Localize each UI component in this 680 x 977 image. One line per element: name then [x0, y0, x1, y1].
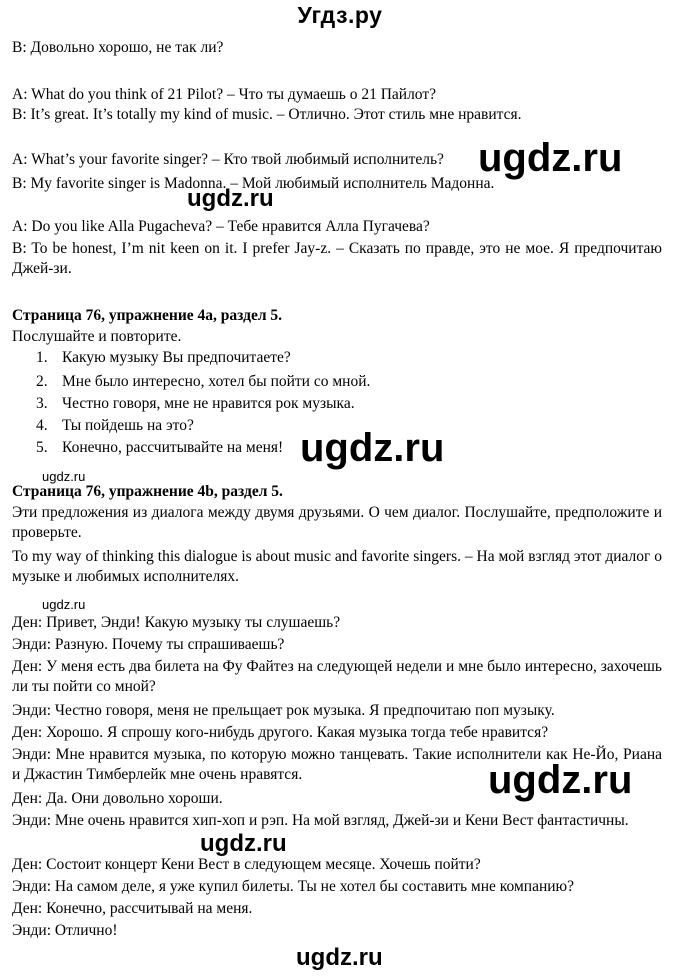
list-item-number: 5.	[36, 439, 48, 456]
section-instruction-4a: Послушайте и повторите.	[12, 328, 182, 345]
dialogue-line: Ден: Привет, Энди! Какую музыку ты слушаешь?	[12, 614, 341, 631]
section-heading-4b: Страница 76, упражнение 4b, раздел 5.	[12, 483, 283, 500]
list-item-number: 2.	[36, 373, 48, 390]
list-item-number: 4.	[36, 417, 48, 434]
dialogue-line: В: Довольно хорошо, не так ли?	[12, 39, 224, 56]
watermark: ugdz.ru	[200, 830, 287, 857]
list-item	[36, 394, 355, 414]
dialogue-line: Ден: Конечно, рассчитывай на меня.	[12, 900, 253, 917]
watermark: ugdz.ru	[187, 185, 274, 212]
dialogue-line: A: What’s your favorite singer? – Кто твой любимый исполнитель?	[12, 151, 444, 168]
dialogue-line: Энди: Мне нравится музыка, по которую можно танцевать. Такие исполнители как Не-Йо, Риана и Джастин Тимберлейк мне очень нравятся.	[12, 746, 662, 783]
list-item-text: Мне было интересно, хотел бы пойти со мной.	[62, 373, 371, 390]
dialogue-line: B: My favorite singer is Madonna. – Мой любимый исполнитель Мадонна.	[12, 175, 495, 192]
list-item	[36, 438, 283, 458]
watermark: ugdz.ru	[296, 944, 383, 971]
section-answer-4b: To my way of thinking this dialogue is about music and favorite singers. – На мой взгляд этот диалог о музыке и любимых исполнителях.	[12, 548, 662, 585]
watermark: ugdz.ru	[488, 758, 633, 802]
dialogue-line: Ден: У меня есть два билета на Фу Файтез на следующей недели и мне было интересно, захочешь ли ты пойти со мной?	[12, 658, 662, 695]
dialogue-line: A: What do you think of 21 Pilot? – Что ты думаешь о 21 Пайлот?	[12, 86, 437, 103]
section-instruction-4b: Эти предложения из диалога между двумя друзьями. О чем диалог. Послушайте, предположите и проверьте.	[12, 504, 662, 541]
watermark: ugdz.ru	[478, 136, 623, 180]
dialogue-line: Ден: Состоит концерт Кени Вест в следующем месяце. Хочешь пойти?	[12, 856, 481, 873]
dialogue-line: Энди: Честно говоря, меня не прельщает рок музыка. Я предпочитаю поп музыку.	[12, 702, 555, 719]
section-heading-4a: Страница 76, упражнение 4a, раздел 5.	[12, 307, 283, 324]
dialogue-line: Энди: Мне очень нравится хип-хоп и рэп. На мой взгляд, Джей-зи и Кени Вест фантастичны.	[12, 812, 629, 829]
dialogue-line: A: Do you like Alla Pugacheva? – Тебе нравится Алла Пугачева?	[12, 218, 430, 235]
list-item-text: Честно говоря, мне не нравится рок музыка.	[62, 395, 355, 412]
list-item-number: 1.	[36, 349, 48, 366]
dialogue-line: B: It’s great. It’s totally my kind of music. – Отлично. Этот стиль мне нравится.	[12, 106, 522, 123]
dialogue-line: Ден: Хорошо. Я спрошу кого-нибудь другого. Какая музыка тогда тебе нравится?	[12, 724, 549, 741]
list-item-text: Конечно, рассчитывайте на меня!	[62, 439, 284, 456]
list-item	[36, 372, 370, 392]
list-item	[36, 416, 194, 436]
list-item-text: Какую музыку Вы предпочитаете?	[62, 349, 291, 366]
dialogue-line: Энди: Отлично!	[12, 922, 118, 939]
dialogue-line: Энди: На самом деле, я уже купил билеты. Ты не хотел бы составить мне компанию?	[12, 878, 575, 895]
watermark: ugdz.ru	[42, 469, 86, 484]
dialogue-line: Энди: Разную. Почему ты спрашиваешь?	[12, 636, 285, 653]
watermark: ugdz.ru	[42, 597, 86, 612]
watermark: ugdz.ru	[300, 426, 445, 470]
dialogue-line: B: To be honest, I’m nit keen on it. I prefer Jay-z. – Сказать по правде, это не мое. Я предпочитаю Джей-зи.	[12, 240, 662, 277]
site-title: Угдз.ру	[297, 2, 383, 28]
list-item	[36, 348, 291, 368]
list-item-number: 3.	[36, 395, 48, 412]
list-item-text: Ты пойдешь на это?	[62, 417, 194, 434]
dialogue-line: Ден: Да. Они довольно хороши.	[12, 790, 223, 807]
